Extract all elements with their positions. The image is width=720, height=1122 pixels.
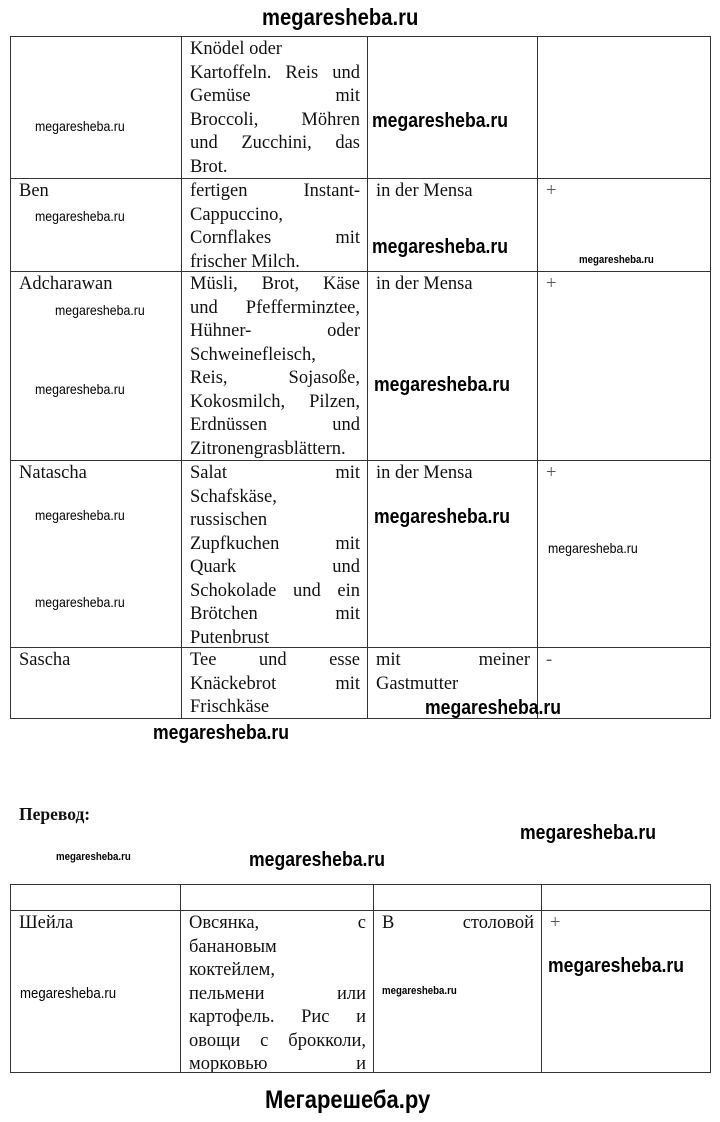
watermark: megaresheba.ru (35, 381, 125, 397)
watermark: megaresheba.ru (55, 302, 145, 318)
food-line: Овсянка, с (189, 913, 366, 933)
cell-mark (541, 910, 711, 1073)
mark-value: - (546, 650, 553, 670)
watermark: megaresheba.ru (548, 540, 638, 556)
cell-food (181, 460, 368, 648)
cell-name (10, 884, 181, 911)
translation-heading: Перевод: (19, 804, 91, 824)
watermark: megaresheba.ru (20, 985, 117, 1002)
food-line: Hühner- oder (190, 321, 360, 341)
cell-food (181, 36, 368, 179)
food-line: Kartoffeln. Reis und (190, 62, 360, 83)
place-line: in der Mensa (376, 274, 473, 294)
food-line: frischer Milch. (190, 251, 300, 272)
watermark: megaresheba.ru (372, 236, 508, 258)
cell-place (373, 884, 542, 911)
food-line: und Zucchini, das (190, 133, 360, 153)
watermark: megaresheba.ru (579, 254, 654, 266)
watermark: megaresheba.ru (425, 697, 561, 719)
food-line: Quark und (190, 557, 360, 577)
food-line: овощи с брокколи, (189, 1030, 366, 1051)
place-line: mit meiner (376, 650, 530, 670)
cell-mark (541, 884, 711, 911)
watermark: megaresheba.ru (382, 985, 457, 997)
food-line: Cornflakes mit (190, 228, 360, 248)
watermark: megaresheba.ru (374, 374, 510, 396)
header-watermark: megaresheba.ru (262, 4, 419, 30)
watermark: megaresheba.ru (153, 722, 289, 744)
watermark: megaresheba.ru (35, 118, 125, 134)
cell-name (10, 36, 182, 179)
watermark: megaresheba.ru (374, 506, 510, 528)
food-line: пельмени или (189, 983, 366, 1004)
cell-mark (537, 271, 711, 461)
cell-place (367, 36, 538, 179)
place-line: in der Mensa (376, 463, 473, 483)
cell-mark (537, 647, 711, 719)
person-name: Ben (19, 181, 49, 201)
place-line: В столовой (382, 913, 534, 933)
mark-value: + (546, 274, 557, 294)
food-line: Reis, Sojasoße, (190, 368, 360, 388)
watermark: megaresheba.ru (372, 110, 508, 132)
cell-name (10, 178, 182, 272)
person-name: Natascha (19, 463, 87, 483)
food-line: картофель. Рис и (189, 1007, 366, 1027)
cell-place (367, 460, 538, 648)
food-line: Brot. (190, 156, 228, 177)
food-line: Broccoli, Möhren (190, 109, 360, 130)
cell-mark (537, 36, 711, 179)
cell-name (10, 271, 182, 461)
food-line: Erdnüssen und (190, 415, 360, 435)
mark-value: + (546, 463, 557, 483)
person-name: Sascha (19, 650, 71, 670)
person-name: Шейла (19, 913, 74, 933)
food-line: Müsli, Brot, Käse (190, 274, 360, 294)
watermark: megaresheba.ru (520, 822, 656, 844)
food-line: Schweinefleisch, (190, 344, 316, 365)
cell-food (180, 910, 374, 1073)
cell-name (10, 647, 182, 719)
food-line: Frischkäse (190, 697, 270, 717)
food-line: Tee und esse (190, 650, 360, 670)
food-line: Knäckebrot mit (190, 673, 360, 694)
mark-value: + (546, 181, 557, 201)
cell-food (181, 647, 368, 719)
food-line: банановым (189, 936, 277, 957)
watermark: megaresheba.ru (548, 955, 684, 977)
food-line: Cappuccino, (190, 204, 283, 225)
food-line: Putenbrust (190, 627, 270, 648)
footer-watermark: Мегарешеба.ру (265, 1086, 431, 1114)
watermark: megaresheba.ru (35, 507, 125, 523)
place-line: in der Mensa (376, 181, 473, 201)
watermark: megaresheba.ru (35, 594, 125, 610)
food-line: Zupfkuchen mit (190, 533, 360, 554)
person-name: Adcharawan (19, 274, 113, 294)
food-line: Schafskäse, (190, 486, 277, 507)
food-line: Knödel oder (190, 39, 282, 59)
food-line: fertigen Instant- (190, 181, 360, 201)
food-line: морковью и (189, 1054, 366, 1073)
food-line: und Pfefferminztee, (190, 297, 360, 318)
mark-value: + (550, 913, 561, 933)
food-line: Kokosmilch, Pilzen, (190, 391, 360, 412)
watermark: megaresheba.ru (249, 849, 385, 871)
food-line: Gemüse mit (190, 86, 360, 106)
food-line: Salat mit (190, 463, 360, 483)
cell-place (367, 271, 538, 461)
food-line: Brötchen mit (190, 604, 360, 624)
food-line: коктейлем, (189, 960, 276, 980)
cell-name (10, 460, 182, 648)
food-line: Zitronengrasblättern. (190, 438, 346, 459)
cell-food (181, 271, 368, 461)
food-line: Schokolade und ein (190, 580, 360, 601)
watermark: megaresheba.ru (56, 851, 131, 863)
watermark: megaresheba.ru (35, 208, 125, 224)
cell-food (181, 178, 368, 272)
place-line: Gastmutter (376, 673, 459, 694)
food-line: russischen (190, 510, 268, 530)
cell-food (180, 884, 374, 911)
